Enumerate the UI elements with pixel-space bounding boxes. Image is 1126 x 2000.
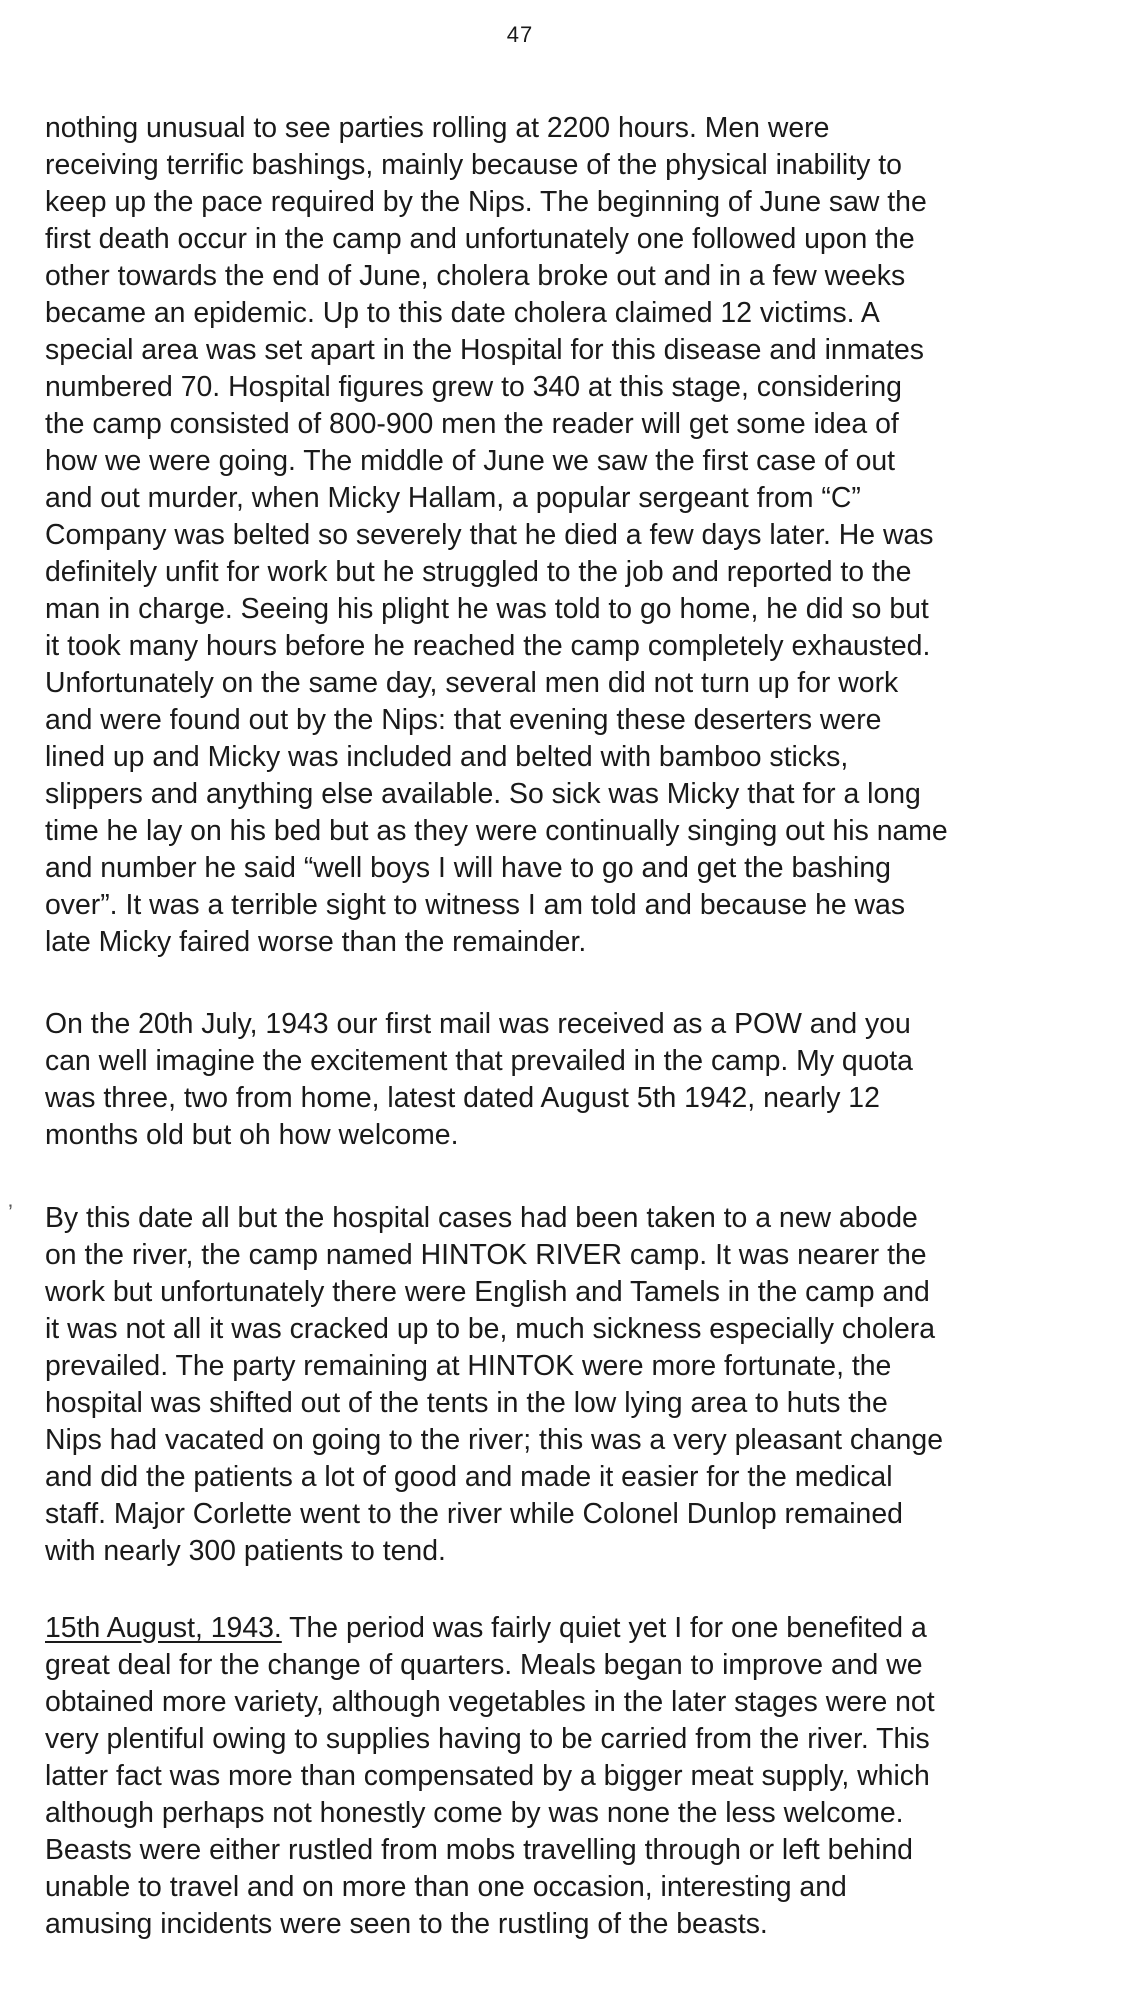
text-line: months old but oh how welcome.: [45, 1119, 459, 1151]
text-line: and number he said “well boys I will have to go and get the bashing: [45, 852, 891, 884]
text-line: late Micky faired worse than the remainder.: [45, 926, 587, 958]
text-line: unable to travel and on more than one occasion, interesting and: [45, 1871, 847, 1903]
paragraph-2: [45, 1006, 1080, 1154]
text-line: with nearly 300 patients to tend.: [45, 1535, 446, 1567]
text-line: over”. It was a terrible sight to witness I am told and because he was: [45, 889, 906, 921]
text-line: nothing unusual to see parties rolling at 2200 hours. Men were: [45, 112, 830, 144]
paragraph-4: [45, 1610, 1080, 1943]
text-line: obtained more variety, although vegetables in the later stages were not: [45, 1686, 935, 1718]
date-heading: 15th August, 1943.: [45, 1612, 282, 1644]
text-line: Nips had vacated on going to the river; this was a very pleasant change: [45, 1424, 943, 1456]
text-line: can well imagine the excitement that prevailed in the camp. My quota: [45, 1045, 913, 1077]
text-line: it was not all it was cracked up to be, much sickness especially cholera: [45, 1313, 935, 1345]
text-line: and did the patients a lot of good and made it easier for the medical: [45, 1461, 893, 1493]
text-line: [45, 1610, 1080, 1647]
text-line: On the 20th July, 1943 our first mail was received as a POW and you: [45, 1008, 911, 1040]
text-line: Company was belted so severely that he died a few days later. He was: [45, 519, 934, 551]
paragraph-3: [45, 1200, 1080, 1570]
text-line: the camp consisted of 800-900 men the reader will get some idea of: [45, 408, 899, 440]
text-line: staff. Major Corlette went to the river while Colonel Dunlop remained: [45, 1498, 903, 1530]
text-line: and out murder, when Micky Hallam, a popular sergeant from “C”: [45, 482, 861, 514]
text-line: great deal for the change of quarters. Meals began to improve and we: [45, 1649, 923, 1681]
text-line: lined up and Micky was included and belted with bamboo sticks,: [45, 741, 849, 773]
text-line: on the river, the camp named HINTOK RIVER camp. It was nearer the: [45, 1239, 927, 1271]
text-line: special area was set apart in the Hospital for this disease and inmates: [45, 334, 925, 366]
text-line: keep up the pace required by the Nips. The beginning of June saw the: [45, 186, 927, 218]
text-line: first death occur in the camp and unfortunately one followed upon the: [45, 223, 915, 255]
text-line: definitely unfit for work but he struggled to the job and reported to the: [45, 556, 912, 588]
text-line: latter fact was more than compensated by a bigger meat supply, which: [45, 1760, 930, 1792]
stray-mark-icon: ’: [8, 1200, 13, 1225]
text-line: other towards the end of June, cholera broke out and in a few weeks: [45, 260, 906, 292]
text-line: Beasts were either rustled from mobs travelling through or left behind: [45, 1834, 913, 1866]
text-line-rest: The period was fairly quiet yet I for one benefited a: [281, 1612, 927, 1644]
text-line: slippers and anything else available. So sick was Micky that for a long: [45, 778, 921, 810]
paragraph-1: [45, 110, 1080, 961]
text-line: and were found out by the Nips: that evening these deserters were: [45, 704, 882, 736]
text-line: how we were going. The middle of June we saw the first case of out: [45, 445, 896, 477]
text-line: very plentiful owing to supplies having to be carried from the river. This: [45, 1723, 930, 1755]
text-line: numbered 70. Hospital figures grew to 340 at this stage, considering: [45, 371, 902, 403]
text-line: became an epidemic. Up to this date cholera claimed 12 victims. A: [45, 297, 880, 329]
text-line: although perhaps not honestly come by was none the less welcome.: [45, 1797, 904, 1829]
text-line: time he lay on his bed but as they were continually singing out his name: [45, 815, 948, 847]
text-line: Unfortunately on the same day, several men did not turn up for work: [45, 667, 899, 699]
text-line: By this date all but the hospital cases had been taken to a new abode: [45, 1202, 918, 1234]
page-number: 47: [506, 22, 534, 47]
text-line: prevailed. The party remaining at HINTOK were more fortunate, the: [45, 1350, 892, 1382]
text-line: work but unfortunately there were English and Tamels in the camp and: [45, 1276, 930, 1308]
text-line: was three, two from home, latest dated August 5th 1942, nearly 12: [45, 1082, 880, 1114]
text-line: it took many hours before he reached the camp completely exhausted.: [45, 630, 931, 662]
text-line: amusing incidents were seen to the rustling of the beasts.: [45, 1908, 768, 1940]
text-line: man in charge. Seeing his plight he was told to go home, he did so but: [45, 593, 929, 625]
text-line: hospital was shifted out of the tents in the low lying area to huts the: [45, 1387, 888, 1419]
text-line: receiving terrific bashings, mainly because of the physical inability to: [45, 149, 902, 181]
